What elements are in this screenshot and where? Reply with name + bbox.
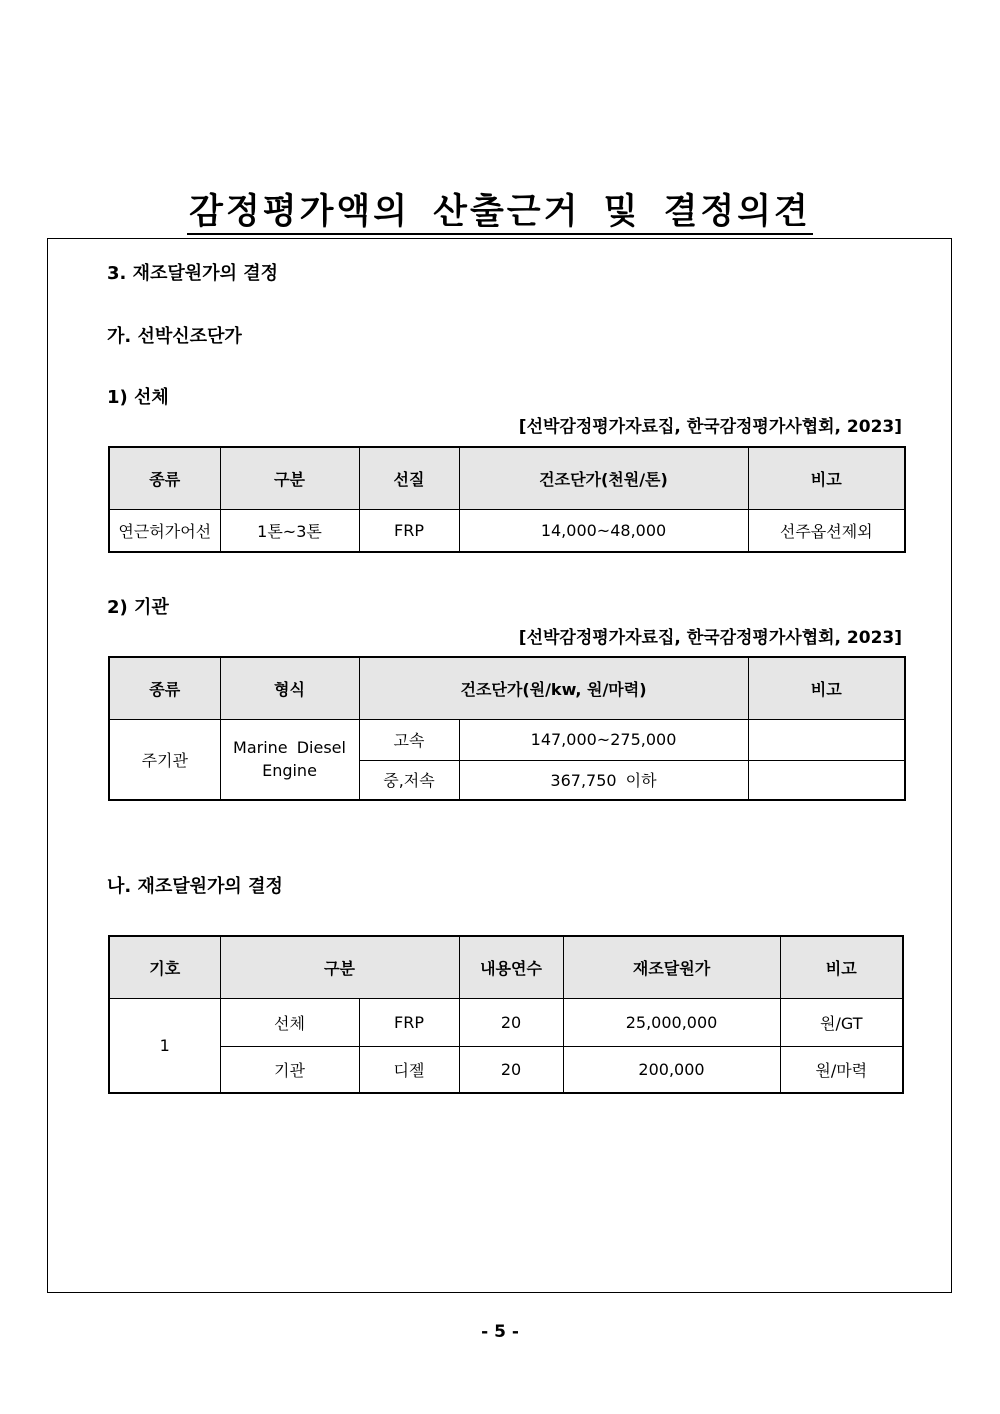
hull-cell-class: 1톤~3톤 [220, 509, 359, 552]
summary-header-class: 구분 [220, 936, 459, 998]
engine-cell-speed: 중,저속 [359, 760, 459, 800]
summary-cell-note: 원/GT [780, 998, 903, 1046]
hull-header-class: 구분 [220, 447, 359, 509]
summary-cell-symbol: 1 [109, 998, 220, 1093]
hull-source: [선박감정평가자료집, 한국감정평가사협회, 2023] [518, 417, 902, 437]
engine-source: [선박감정평가자료집, 한국감정평가사협회, 2023] [518, 628, 902, 648]
hull-header-material: 선질 [359, 447, 459, 509]
hull-cell-type: 연근허가어선 [109, 509, 220, 552]
subsection-na-heading: 나. 재조달원가의 결정 [107, 876, 283, 897]
engine-cell-note [748, 760, 905, 800]
engine-header-note: 비고 [748, 657, 905, 719]
engine-heading: 2) 기관 [107, 597, 169, 618]
table-row [109, 719, 905, 760]
page-title-text: 감정평가액의 산출근거 및 결정의견 [187, 192, 813, 235]
hull-cell-note: 선주옵션제외 [748, 509, 905, 552]
table-row [109, 509, 905, 552]
hull-header-note: 비고 [748, 447, 905, 509]
page-title [0, 184, 1000, 234]
summary-cell-life: 20 [459, 998, 563, 1046]
engine-header-form: 형식 [220, 657, 359, 719]
page-number: - 5 - [481, 1322, 519, 1342]
hull-cell-price: 14,000~48,000 [459, 509, 748, 552]
summary-header-cost: 재조달원가 [563, 936, 780, 998]
summary-header-note: 비고 [780, 936, 903, 998]
engine-cell-price: 147,000~275,000 [459, 719, 748, 760]
summary-cell-cost: 25,000,000 [563, 998, 780, 1046]
engine-cell-price: 367,750 이하 [459, 760, 748, 800]
engine-table [108, 656, 906, 801]
summary-table [108, 935, 904, 1094]
table-row [109, 1046, 903, 1093]
hull-header-price: 건조단가(천원/톤) [459, 447, 748, 509]
subsection-ga-heading: 가. 선박신조단가 [107, 326, 242, 347]
summary-cell-material: FRP [359, 998, 459, 1046]
summary-cell-part: 선체 [220, 998, 359, 1046]
hull-table-header [109, 447, 905, 509]
hull-heading: 1) 선체 [107, 387, 169, 408]
engine-cell-speed: 고속 [359, 719, 459, 760]
hull-header-type: 종류 [109, 447, 220, 509]
engine-header-type: 종류 [109, 657, 220, 719]
summary-header-symbol: 기호 [109, 936, 220, 998]
summary-header-life: 내용연수 [459, 936, 563, 998]
engine-cell-form: Marine Diesel Engine [220, 719, 359, 800]
table-row [109, 998, 903, 1046]
section-3-heading: 3. 재조달원가의 결정 [107, 263, 278, 284]
summary-cell-note: 원/마력 [780, 1046, 903, 1093]
engine-table-header [109, 657, 905, 719]
engine-cell-type: 주기관 [109, 719, 220, 800]
summary-cell-life: 20 [459, 1046, 563, 1093]
engine-cell-note [748, 719, 905, 760]
engine-header-price: 건조단가(원/kw, 원/마력) [359, 657, 748, 719]
summary-table-header [109, 936, 903, 998]
hull-table [108, 446, 906, 553]
summary-cell-part: 기관 [220, 1046, 359, 1093]
hull-cell-material: FRP [359, 509, 459, 552]
summary-cell-cost: 200,000 [563, 1046, 780, 1093]
summary-cell-material: 디젤 [359, 1046, 459, 1093]
